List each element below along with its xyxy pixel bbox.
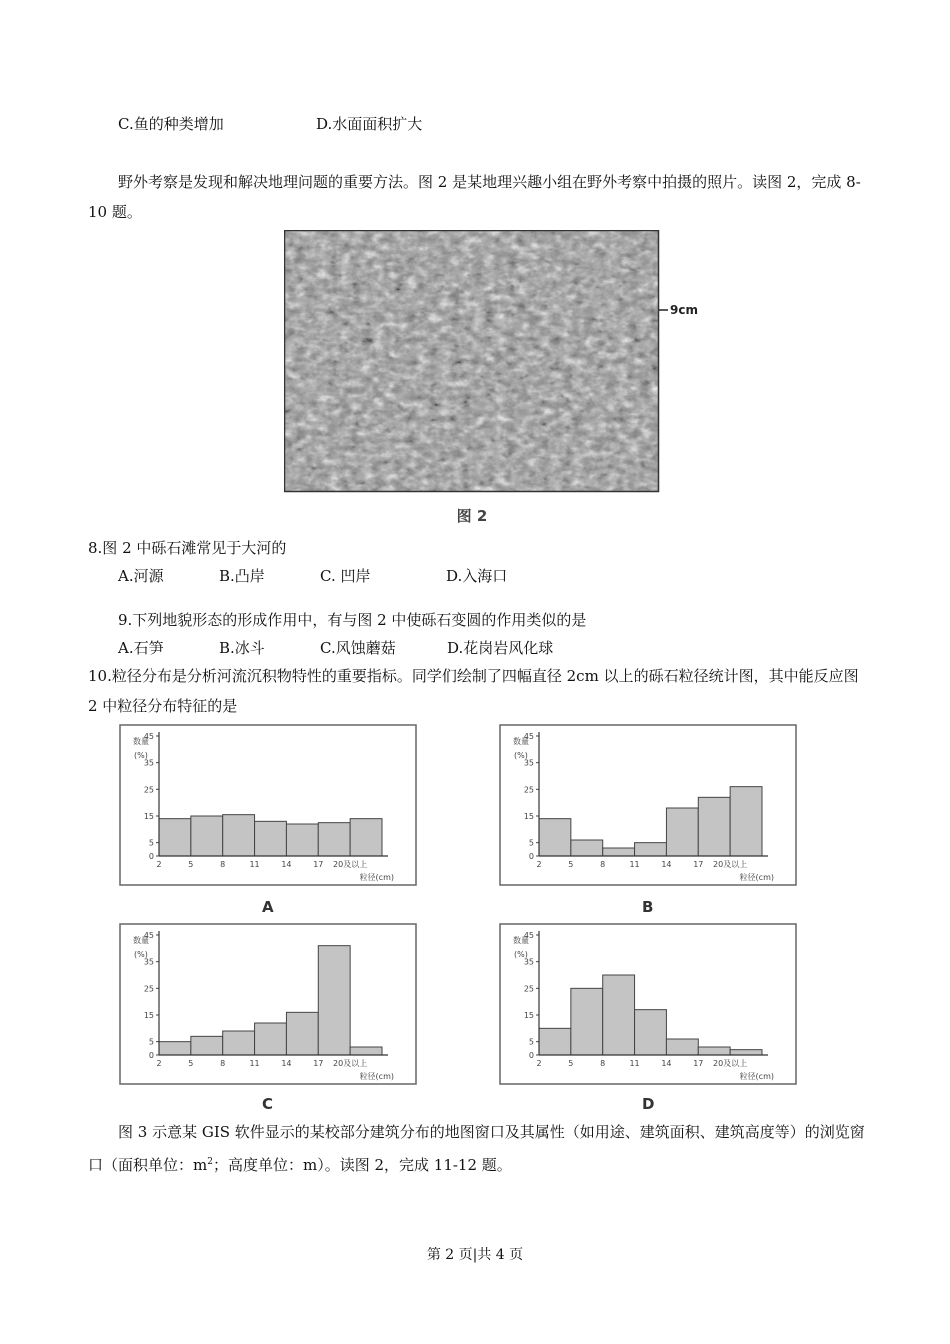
chart-b-bar	[539, 819, 571, 856]
chart-c-xtick-label: 2	[156, 1059, 162, 1068]
chart-c-bar	[223, 1031, 255, 1055]
chart-c-ytick-label: 5	[148, 1037, 154, 1047]
q8-option-d: D.入海口	[446, 567, 508, 585]
chart-c-xtick-label: 5	[188, 1059, 194, 1068]
chart-c-ytick-label: 45	[143, 931, 154, 940]
chart-a-xtick-label: 14	[281, 860, 292, 869]
chart-d-ytick-label: 15	[523, 1011, 534, 1020]
chart-a-bar	[159, 819, 191, 856]
chart-c-bar	[159, 1042, 191, 1055]
chart-d-ytick-label: 5	[528, 1037, 534, 1047]
chart-b-ylabel: 数量	[513, 737, 529, 746]
q10-stem: 10.粒径分布是分析河流沉积物特性的重要指标。同学们绘制了四幅直径 2cm 以上的砾石粒径统计图，其中能反应图 2 中粒径分布特征的是	[88, 667, 859, 715]
chart-a-xlabel: 粒径(cm)	[359, 873, 394, 882]
chart-c-ytick-label: 35	[143, 957, 154, 967]
chart-a-bar	[350, 819, 382, 856]
chart-a-ytick-label: 0	[148, 852, 154, 861]
chart-a-ytick-label: 15	[143, 812, 154, 821]
chart-c-xtick-label: 17	[313, 1059, 324, 1068]
chart-c-bar	[318, 946, 350, 1055]
chart-d-ytick-label: 25	[523, 984, 534, 994]
chart-b-bar	[666, 808, 698, 856]
chart-d-xtick-label: 11	[629, 1059, 640, 1068]
chart-a-label: A	[262, 898, 274, 916]
chart-c-xtick-label: 20及以上	[333, 1059, 368, 1068]
chart-c-frame	[120, 924, 416, 1084]
chart-d-xtick-label: 2	[536, 1059, 542, 1068]
chart-a-frame	[120, 725, 416, 885]
chart-d-ytick-label: 45	[523, 931, 534, 940]
chart-b-bar	[571, 840, 603, 856]
chart-d-bar	[698, 1047, 730, 1055]
chart-c-xtick-label: 14	[281, 1059, 292, 1068]
q8-stem: 8.图 2 中砾石滩常见于大河的	[88, 539, 287, 557]
q8-option-a: A.河源	[118, 567, 164, 585]
chart-a-ytick-label: 35	[143, 758, 154, 768]
chart-b-xtick-label: 17	[693, 860, 704, 869]
chart-d-bar	[730, 1050, 762, 1055]
chart-b-bar	[603, 848, 635, 856]
chart-b-bar	[635, 843, 667, 856]
chart-c-xtick-label: 8	[220, 1059, 226, 1068]
chart-c-bar	[286, 1012, 318, 1055]
chart-d-xtick-label: 20及以上	[713, 1059, 748, 1068]
chart-a-xtick-label: 20及以上	[333, 860, 368, 869]
q9-option-d: D.花岗岩风化球	[447, 639, 554, 657]
chart-d-xtick-label: 17	[693, 1059, 704, 1068]
chart-b-xtick-label: 20及以上	[713, 860, 748, 869]
chart-b-ytick-label: 15	[523, 812, 534, 821]
chart-d-ytick-label: 35	[523, 957, 534, 967]
chart-b-ytick-label: 5	[528, 838, 534, 848]
intro-paragraph-fig3	[88, 1117, 866, 1180]
chart-d-bar	[571, 988, 603, 1055]
chart-d-ytick-label: 0	[528, 1051, 534, 1060]
histogram-c	[119, 923, 417, 1085]
chart-d-xtick-label: 5	[568, 1059, 574, 1068]
chart-d-ylabel: 数量	[513, 936, 529, 945]
histogram-a	[119, 724, 417, 886]
chart-d-xlabel: 粒径(cm)	[739, 1072, 774, 1081]
chart-b-ytick-label: 25	[523, 785, 534, 795]
chart-b-ylabel-unit: (%)	[514, 751, 528, 760]
chart-c-xtick-label: 11	[249, 1059, 260, 1068]
intro-3-text-a: 图 3 示意某 GIS 软件显示的某校部分建筑分布的地图窗口及其属性（如用途、建筑面积、建筑高度等）的浏览窗口（面积单位：m	[88, 1123, 865, 1174]
chart-c-xlabel: 粒径(cm)	[359, 1072, 394, 1081]
q9-option-b: B.冰斗	[219, 639, 265, 657]
chart-a-xtick-label: 8	[220, 860, 226, 869]
intro-paragraph-fig2: 野外考察是发现和解决地理问题的重要方法。图 2 是某地理兴趣小组在野外考察中拍摄的照片。读图 2，完成 8-10 题。	[88, 173, 861, 221]
chart-a-xtick-label: 11	[249, 860, 260, 869]
chart-d-ylabel-unit: (%)	[514, 950, 528, 959]
chart-d-xtick-label: 14	[661, 1059, 672, 1068]
chart-b-xtick-label: 14	[661, 860, 672, 869]
histogram-d	[499, 923, 797, 1085]
chart-a-bar	[191, 816, 223, 856]
q7-option-d: D.水面面积扩大	[316, 115, 423, 133]
chart-a-bar	[286, 824, 318, 856]
chart-c-ytick-label: 0	[148, 1051, 154, 1060]
chart-b-ytick-label: 45	[523, 732, 534, 741]
chart-c-bar	[255, 1023, 287, 1055]
chart-a-ytick-label: 5	[148, 838, 154, 848]
chart-b-xlabel: 粒径(cm)	[739, 873, 774, 882]
chart-c-ylabel-unit: (%)	[134, 950, 148, 959]
page-footer: 第 2 页|共 4 页	[426, 1247, 524, 1263]
chart-a-xtick-label: 5	[188, 860, 194, 869]
chart-b-xtick-label: 8	[600, 860, 606, 869]
chart-c-label: C	[262, 1095, 274, 1113]
chart-d-bar	[635, 1010, 667, 1055]
chart-c-ytick-label: 25	[143, 984, 154, 994]
q8-option-b: B.凸岸	[219, 567, 265, 585]
chart-a-ytick-label: 45	[143, 732, 154, 741]
chart-d-frame	[500, 924, 796, 1084]
q9-option-c: C.风蚀蘑菇	[320, 639, 396, 657]
chart-a-ylabel-unit: (%)	[134, 751, 148, 760]
chart-a-bar	[255, 821, 287, 856]
q9-stem: 9.下列地貌形态的形成作用中，有与图 2 中使砾石变圆的作用类似的是	[118, 611, 587, 629]
chart-b-xtick-label: 11	[629, 860, 640, 869]
chart-a-xtick-label: 17	[313, 860, 324, 869]
chart-d-bar	[666, 1039, 698, 1055]
figure-2-caption: 图 2	[456, 507, 488, 525]
chart-d-bar	[603, 975, 635, 1055]
chart-b-xtick-label: 5	[568, 860, 574, 869]
chart-d-label: D	[642, 1095, 655, 1113]
chart-a-xtick-label: 2	[156, 860, 162, 869]
chart-a-ytick-label: 25	[143, 785, 154, 795]
chart-d-bar	[539, 1028, 571, 1055]
chart-d-xtick-label: 8	[600, 1059, 606, 1068]
chart-b-label: B	[642, 898, 654, 916]
chart-a-ylabel: 数量	[133, 737, 149, 746]
scale-label: 9cm	[670, 303, 698, 317]
chart-c-ytick-label: 15	[143, 1011, 154, 1020]
q8-option-c: C. 凹岸	[320, 567, 371, 585]
histogram-b	[499, 724, 797, 886]
intro-3-text-b: ；高度单位：m）。读图 2，完成 11-12 题。	[212, 1156, 512, 1174]
intro-3-superscript: 2	[207, 1157, 213, 1167]
chart-b-bar	[698, 797, 730, 856]
chart-b-ytick-label: 0	[528, 852, 534, 861]
chart-b-bar	[730, 787, 762, 856]
q9-option-a: A.石笋	[118, 639, 164, 657]
gravel-beach-photo	[284, 230, 699, 526]
chart-a-bar	[318, 823, 350, 856]
chart-c-ylabel: 数量	[133, 936, 149, 945]
chart-a-bar	[223, 815, 255, 856]
chart-b-xtick-label: 2	[536, 860, 542, 869]
chart-b-ytick-label: 35	[523, 758, 534, 768]
chart-c-bar	[191, 1036, 223, 1055]
chart-c-bar	[350, 1047, 382, 1055]
q7-option-c: C.鱼的种类增加	[118, 115, 224, 133]
